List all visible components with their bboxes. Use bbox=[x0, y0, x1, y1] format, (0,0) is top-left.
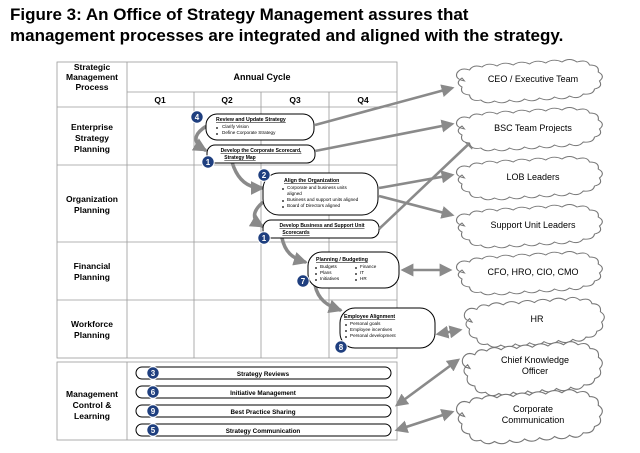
cloud-cfo-label: CFO, HRO, CIO, CMO bbox=[487, 267, 579, 277]
badge-8 bbox=[335, 341, 347, 353]
box-unit-scorecards bbox=[263, 220, 379, 238]
figure-title-line-2: management processes are integrated and aligned with the strategy. bbox=[10, 26, 564, 45]
cloud-comm-label-2: Communication bbox=[501, 415, 565, 425]
badge-7 bbox=[297, 275, 309, 287]
mcl-bar-strategy-communication bbox=[136, 424, 391, 436]
row-management-line-3: Learning bbox=[74, 411, 110, 421]
process-header-line-3: Process bbox=[75, 82, 109, 92]
align-bullet-2: Business and support units aligned bbox=[287, 197, 359, 202]
planning-col1-2: Plans bbox=[320, 270, 332, 275]
cloud-comm-label-1: Corporate bbox=[512, 404, 554, 414]
box-review-strategy bbox=[206, 114, 314, 140]
review-bullet-2: Define Corporate Strategy bbox=[222, 130, 276, 135]
quarter-q3: Q3 bbox=[289, 95, 301, 105]
row-organization-line-2: Planning bbox=[74, 205, 110, 215]
row-organization-line-1: Organization bbox=[66, 194, 118, 204]
badge-2-number: 2 bbox=[261, 171, 267, 180]
arrow-review-to-ceo bbox=[315, 88, 452, 125]
arrow-employee-hr bbox=[438, 330, 460, 334]
badge-4 bbox=[191, 111, 203, 123]
row-enterprise-line-3: Planning bbox=[74, 144, 110, 154]
cloud-lob-leaders bbox=[457, 157, 603, 200]
scorecard-title-1: Develop the Corporate Scorecard, bbox=[220, 148, 302, 154]
mcl-bar-best-practice-sharing bbox=[136, 405, 391, 417]
mcl-bar-initiative-management bbox=[136, 386, 391, 398]
mcl-bar-strategy-reviews bbox=[136, 367, 391, 379]
row-enterprise-line-2: Strategy bbox=[74, 133, 110, 143]
figure-title-line-1: Figure 3: An Office of Strategy Management assures that bbox=[10, 5, 469, 24]
arrow-align-to-lob bbox=[379, 175, 452, 188]
row-management-line-1: Management bbox=[66, 389, 118, 399]
align-bullet-1: Corporate and business units bbox=[287, 185, 347, 190]
cloud-cko-label-2: Officer bbox=[521, 366, 549, 376]
employee-bullet-2: Employee incentives bbox=[350, 327, 393, 332]
employee-bullet-3: Personal development bbox=[350, 333, 396, 338]
review-title: Review and Update Strategy bbox=[216, 117, 286, 123]
badge-1-top-number: 1 bbox=[205, 158, 211, 167]
arrow-align-to-support bbox=[379, 196, 452, 215]
align-bullet-3: Board of Directors aligned bbox=[287, 203, 341, 208]
mcl-label-1: Strategy Reviews bbox=[236, 371, 290, 378]
badge-3-number: 3 bbox=[150, 369, 156, 378]
row-financial-line-1: Financial bbox=[73, 261, 111, 271]
employee-title: Employee Alignment bbox=[344, 314, 396, 320]
unit-scorecards-title-1: Develop Business and Support Unit bbox=[279, 223, 365, 229]
planning-col2-2: IT bbox=[360, 270, 365, 275]
row-enterprise-line-1: Enterprise bbox=[70, 122, 114, 132]
cloud-hr bbox=[464, 297, 604, 347]
review-bullet-1: Clarify Vision bbox=[222, 124, 249, 129]
badge-6-number: 6 bbox=[150, 388, 156, 397]
planning-col1-1: Budgets bbox=[320, 264, 337, 269]
cloud-ceo-label: CEO / Executive Team bbox=[487, 74, 579, 84]
badge-1-bottom bbox=[258, 232, 270, 244]
cloud-cko bbox=[462, 342, 602, 396]
mcl-label-4: Strategy Communication bbox=[225, 428, 301, 435]
arrow-mcl-cko bbox=[397, 360, 458, 405]
badge-8-number: 8 bbox=[338, 343, 344, 352]
mcl-label-3: Best Practice Sharing bbox=[230, 409, 296, 416]
flow-arrow-planning-to-employee bbox=[315, 285, 340, 310]
cloud-bsc-team bbox=[457, 108, 603, 151]
process-header-line-1: Strategic bbox=[73, 62, 111, 72]
badge-9-number: 9 bbox=[150, 407, 156, 416]
arrow-scorecard-to-bsc bbox=[315, 124, 452, 151]
box-employee-alignment bbox=[340, 308, 435, 348]
badge-7-number: 7 bbox=[300, 277, 306, 286]
box-corporate-scorecard bbox=[207, 145, 315, 163]
align-bullet-1-cont: aligned bbox=[287, 191, 302, 196]
cloud-corporate-comm bbox=[457, 390, 603, 444]
planning-title: Planning / Budgeting bbox=[316, 257, 368, 263]
planning-col2-1: Finance bbox=[360, 264, 377, 269]
align-title: Align the Organization bbox=[284, 178, 340, 184]
box-planning-budgeting bbox=[308, 252, 399, 288]
row-management-line-2: Control & bbox=[72, 400, 112, 410]
cloud-hr-label: HR bbox=[530, 314, 544, 324]
annual-cycle-header: Annual Cycle bbox=[233, 72, 291, 82]
cloud-support-label: Support Unit Leaders bbox=[490, 220, 576, 230]
cloud-ceo-team bbox=[457, 60, 603, 103]
unit-scorecards-title-2: Scorecards bbox=[282, 230, 310, 236]
box-align-organization bbox=[263, 173, 378, 215]
mcl-label-2: Initiative Management bbox=[230, 390, 296, 397]
row-workforce-line-1: Workforce bbox=[71, 319, 113, 329]
quarter-q4: Q4 bbox=[357, 95, 369, 105]
quarter-q2: Q2 bbox=[221, 95, 233, 105]
badge-4-number: 4 bbox=[194, 113, 200, 122]
cloud-bsc-label: BSC Team Projects bbox=[494, 123, 572, 133]
flow-arrow-review-to-scorecard bbox=[196, 127, 205, 150]
badge-2 bbox=[258, 169, 270, 181]
process-header-line-2: Management bbox=[66, 72, 118, 82]
row-workforce-line-2: Planning bbox=[74, 330, 110, 340]
badge-5-number: 5 bbox=[150, 426, 156, 435]
scorecard-title-2: Strategy Map bbox=[224, 155, 256, 161]
cloud-cfo bbox=[457, 252, 603, 295]
cloud-cko-label-1: Chief Knowledge bbox=[500, 355, 570, 365]
badge-1-top bbox=[202, 156, 214, 168]
planning-col2-3: HR bbox=[360, 276, 367, 281]
cloud-support-leaders bbox=[457, 205, 603, 248]
cloud-lob-label: LOB Leaders bbox=[506, 172, 560, 182]
badge-1-bottom-number: 1 bbox=[261, 234, 267, 243]
employee-bullet-1: Personal goals bbox=[350, 321, 381, 326]
arrow-mcl-comm bbox=[397, 412, 452, 430]
quarter-q1: Q1 bbox=[154, 95, 166, 105]
planning-col1-3: Initiatives bbox=[320, 276, 340, 281]
row-financial-line-2: Planning bbox=[74, 272, 110, 282]
